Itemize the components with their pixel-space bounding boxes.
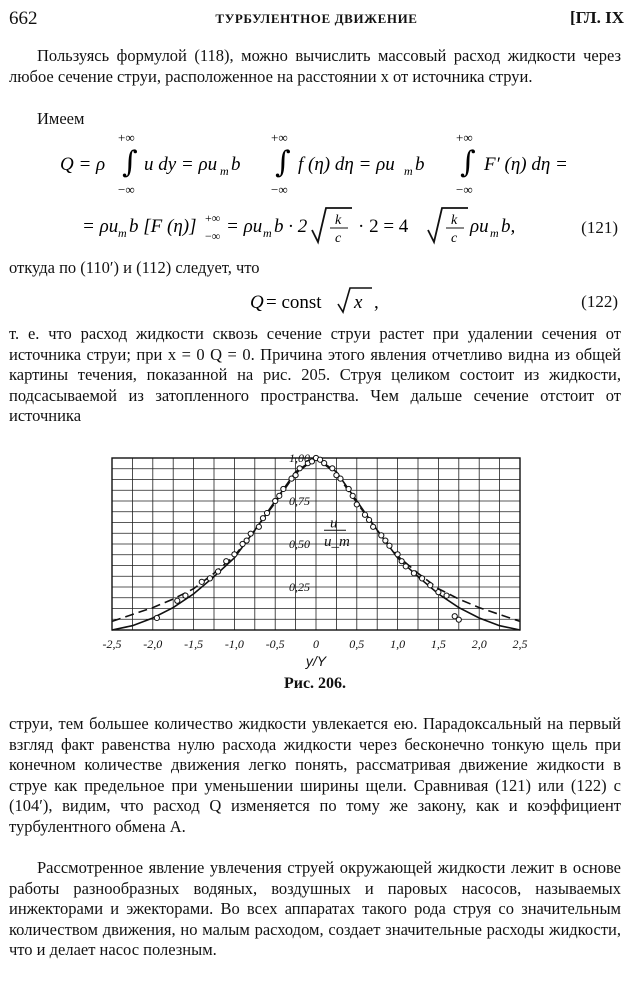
data-point: [175, 598, 180, 603]
data-point: [330, 466, 335, 471]
data-point: [281, 486, 286, 491]
svg-text:b [F (η)]: b [F (η)]: [129, 216, 197, 237]
data-point: [293, 473, 298, 478]
data-point: [403, 564, 408, 569]
data-point: [346, 486, 351, 491]
x-tick-label: -0,5: [265, 637, 285, 651]
equation-121-number: (121): [581, 218, 618, 237]
svg-text:Q: Q: [250, 292, 264, 313]
data-point: [366, 517, 371, 522]
svg-text:−∞: −∞: [205, 229, 221, 243]
data-point: [399, 559, 404, 564]
x-tick-label: 0,5: [349, 637, 365, 651]
data-point: [387, 543, 392, 548]
svg-text:+∞: +∞: [271, 130, 288, 145]
svg-text:−∞: −∞: [118, 182, 135, 197]
svg-text:k: k: [451, 213, 458, 228]
svg-text:m: m: [118, 226, 127, 240]
data-point: [264, 510, 269, 515]
y-tick-label: 0,75: [289, 494, 310, 508]
svg-text:b · 2: b · 2: [274, 216, 308, 237]
data-point: [322, 461, 327, 466]
svg-text:b: b: [415, 154, 425, 175]
svg-text:· 2 = 4: · 2 = 4: [358, 216, 409, 237]
equation-122: [0, 282, 630, 318]
data-point: [244, 538, 249, 543]
svg-text:,: ,: [374, 292, 379, 313]
data-point: [260, 516, 265, 521]
data-point: [436, 590, 441, 595]
svg-text:F′ (η) dη =: F′ (η) dη =: [484, 154, 568, 175]
chapter-label: [ГЛ. IX: [570, 8, 624, 27]
equation-121-line-2: [0, 200, 630, 255]
data-point: [224, 559, 229, 564]
svg-text:+∞: +∞: [456, 130, 473, 145]
equation-122-number: (122): [581, 292, 618, 311]
data-point: [256, 524, 261, 529]
y-tick-label: 1,00: [289, 451, 310, 465]
data-point: [248, 531, 253, 536]
x-tick-label: 1,0: [390, 637, 406, 651]
svg-text:= const: = const: [266, 292, 322, 313]
data-point: [232, 552, 237, 557]
data-point: [428, 583, 433, 588]
svg-text:∫: ∫: [460, 145, 476, 180]
page-number: 662: [9, 8, 38, 29]
running-header: [9, 4, 624, 30]
data-point: [277, 493, 282, 498]
paragraph-1: Пользуясь формулой (118), можно вычислить массовый расход жидкости через любое сечение струи, расположенное на расстоянии x от источника струи.: [9, 46, 621, 86]
data-point: [395, 552, 400, 557]
data-point: [183, 593, 188, 598]
svg-text:−∞: −∞: [271, 182, 288, 197]
x-tick-label: 0: [313, 637, 319, 651]
svg-text:∫: ∫: [122, 145, 138, 180]
svg-text:k: k: [335, 213, 342, 228]
svg-text:c: c: [451, 231, 458, 246]
equation-121-line-1-text: Q = ρ: [60, 154, 106, 175]
equation-121-line-1: [0, 128, 630, 198]
x-tick-label: 2,0: [471, 637, 487, 651]
svg-text:b: b: [231, 154, 241, 175]
data-point: [199, 579, 204, 584]
svg-text:x: x: [354, 292, 363, 313]
data-point: [419, 576, 424, 581]
svg-text:m: m: [220, 164, 229, 178]
figure-caption: Рис. 206.: [283, 675, 347, 692]
paragraph-3: откуда по (110′) и (112) следует, что: [9, 258, 260, 277]
data-point: [444, 593, 449, 598]
data-point: [154, 615, 159, 620]
svg-text:c: c: [335, 231, 342, 246]
data-point: [215, 569, 220, 574]
paragraph-6: Рассмотренное явление увлечения струей окружающей жидкости лежит в основе работы разнообразных водяных, воздушных и паровых насосов, называемых инжекторами и эжекторами. Во всех аппаратах такого рода струя со значительным количеством движения, но малым расходом, создает значительные расходы жидкости, что и делает насос полезным.: [9, 858, 621, 960]
paragraph-4: т. е. что расход жидкости сквозь сечение струи растет при удалении сечения от источника струи; при x = 0 Q = 0. Причина этого явления отчетливо видна из общей картины течения, показанной на рис. 205. Струя целиком состоит из жидкости, подсасываемой из затопленного пространства. Чем дальше сечение отстоит от источника: [9, 324, 621, 426]
y-tick-label: 0,25: [289, 580, 310, 594]
x-tick-label: 2,5: [512, 637, 528, 651]
svg-text:m: m: [263, 226, 272, 240]
svg-text:∫: ∫: [275, 145, 291, 180]
x-tick-label: -1,0: [224, 637, 244, 651]
x-tick-label: 1,5: [430, 637, 446, 651]
y-tick-label: 0,50: [289, 537, 310, 551]
data-point: [379, 533, 384, 538]
svg-text:= ρu: = ρu: [82, 216, 119, 237]
x-tick-label: -2,5: [102, 637, 122, 651]
data-point: [456, 617, 461, 622]
svg-text:m: m: [490, 226, 499, 240]
svg-text:−∞: −∞: [456, 182, 473, 197]
svg-text:= ρu: = ρu: [226, 216, 263, 237]
data-point: [362, 512, 367, 517]
paragraph-5: струи, тем большее количество жидкости увлекается ею. Парадоксальный на первый взгляд факт равенства нулю расхода жидкости через бесконечно тонкую щель при конечном количестве движения легко понять, рассматривая движение жидкости в струе как предельное при уменьшении ширины щели. Сравнивая (121) или (122) с (104′), видим, что расход Q изменяется по тому же закону, как и коэффициент турбулентного обмена A.: [9, 714, 621, 836]
data-point: [371, 524, 376, 529]
data-point: [297, 466, 302, 471]
x-axis-label: y/Y: [305, 653, 327, 669]
svg-text:+∞: +∞: [118, 130, 135, 145]
data-point: [273, 498, 278, 503]
y-axis-label-denominator: u_m: [324, 534, 350, 551]
x-tick-label: -2,0: [143, 637, 163, 651]
svg-text:b,: b,: [501, 216, 516, 237]
svg-text:m: m: [404, 164, 413, 178]
y-axis-label-numerator: u: [330, 515, 338, 532]
svg-text:f (η) dη = ρu: f (η) dη = ρu: [298, 154, 395, 175]
svg-text:ρu: ρu: [470, 216, 489, 237]
svg-text:u dy = ρu: u dy = ρu: [144, 154, 218, 175]
x-tick-label: -1,5: [184, 637, 204, 651]
data-point: [207, 576, 212, 581]
data-point: [411, 571, 416, 576]
paragraph-2: Имеем: [37, 109, 85, 128]
data-point: [383, 538, 388, 543]
running-title: ТУРБУЛЕНТНОЕ ДВИЖЕНИЕ: [215, 11, 418, 26]
svg-text:+∞: +∞: [205, 211, 221, 225]
data-point: [338, 476, 343, 481]
data-point: [354, 502, 359, 507]
velocity-profile-chart: [90, 430, 550, 670]
data-point: [350, 493, 355, 498]
